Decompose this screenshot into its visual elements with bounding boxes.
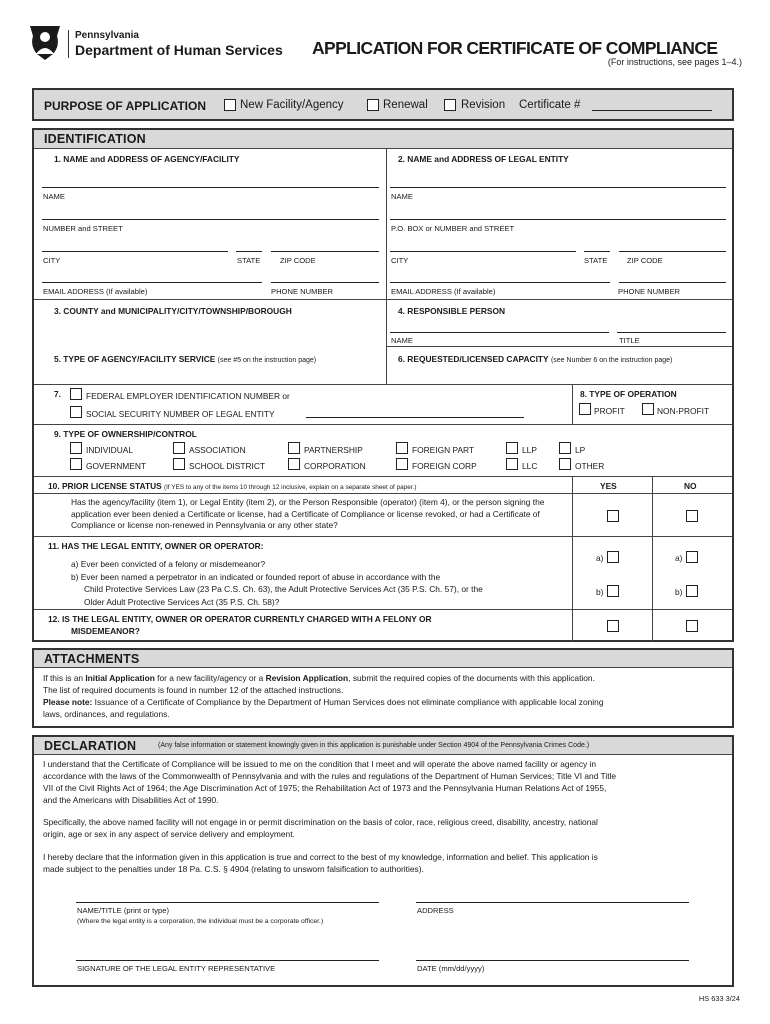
purpose-label: PURPOSE OF APPLICATION (44, 99, 207, 113)
yes-header: YES (600, 481, 617, 491)
q12-label: 12. IS THE LEGAL ENTITY, OWNER OR OPERATOR CURRENTLY CHARGED WITH A FELONY OR (48, 614, 432, 624)
pa-keystone-logo (26, 24, 64, 62)
q9-label: 9. TYPE OF OWNERSHIP/CONTROL (54, 429, 197, 439)
entity-zip-field[interactable] (619, 251, 726, 252)
non-profit-checkbox[interactable] (642, 403, 654, 415)
attachments-line-1: If this is an Initial Application for a new facility/agency or a Revision Application, submit the required copies of the documents with this application. (43, 673, 595, 683)
q11-label: 11. HAS THE LEGAL ENTITY, OWNER OR OPERATOR: (48, 541, 264, 551)
llc-checkbox[interactable] (506, 458, 518, 470)
declaration-p1-c: VII of the Civil Rights Act of 1964; the Age Discrimination Act of 1975; the Rehabilitation Act of 1973 and the Pennsylvania Human Relations Act of 1955, (43, 783, 607, 793)
q2-label: 2. NAME and ADDRESS OF LEGAL ENTITY (398, 154, 569, 164)
q11a-text: a) Ever been convicted of a felony or misdemeanor? (71, 559, 266, 569)
other-label: OTHER (575, 461, 605, 471)
individual-checkbox[interactable] (70, 442, 82, 454)
declaration-note: (Any false information or statement knowingly given in this application is punishable under Section 4904 of the Pennsylvania Crimes Code.) (158, 742, 590, 749)
declaration-p2-a: Specifically, the above named facility will not engage in or permit discrimination on the basis of color, race, religious creed, disability, ancestry, national (43, 817, 598, 827)
header-department: Department of Human Services (75, 42, 283, 58)
page-title: APPLICATION FOR CERTIFICATE OF COMPLIANCE (312, 38, 718, 58)
entity-email-label: EMAIL ADDRESS (If available) (391, 287, 496, 296)
revision-label: Revision (461, 99, 506, 111)
name-title-label: NAME/TITLE (print or type) (77, 906, 169, 915)
attachments-title: ATTACHMENTS (44, 652, 140, 666)
q11b-text: b) Ever been named a perpetrator in an indicated or founded report of abuse in accordance with the (71, 572, 441, 582)
entity-zip-label: ZIP CODE (627, 256, 663, 265)
school-district-label: SCHOOL DISTRICT (189, 461, 266, 471)
new-facility-checkbox[interactable] (224, 99, 236, 111)
q6-row (398, 354, 672, 364)
lp-label: LP (575, 445, 586, 455)
agency-street-field[interactable] (42, 219, 379, 220)
entity-pobox-field[interactable] (390, 219, 726, 220)
header-state: Pennsylvania (75, 30, 139, 41)
q10-yes-checkbox[interactable] (607, 510, 619, 522)
q12-label-2: MISDEMEANOR? (71, 626, 140, 636)
q1-label: 1. NAME and ADDRESS OF AGENCY/FACILITY (54, 154, 240, 164)
q11a-yes-label: a) (596, 553, 604, 563)
q11b-yes-checkbox[interactable] (607, 585, 619, 597)
q3-label: 3. COUNTY and MUNICIPALITY/CITY/TOWNSHIP/BOROUGH (54, 306, 292, 316)
q11a-no-checkbox[interactable] (686, 551, 698, 563)
declaration-title: DECLARATION (44, 739, 137, 753)
non-profit-label: NON-PROFIT (657, 406, 710, 416)
agency-city-label: CITY (43, 256, 61, 265)
q10-label: 10. PRIOR LICENSE STATUS (48, 481, 162, 491)
entity-state-field[interactable] (584, 251, 610, 252)
q4-label: 4. RESPONSIBLE PERSON (398, 306, 506, 316)
responsible-title-field[interactable] (617, 332, 726, 333)
individual-label: INDIVIDUAL (86, 445, 134, 455)
q11b-text-2: Child Protective Services Law (23 Pa C.S. Ch. 63), the Adult Protective Services Act (35 P.S. Ch. 57), or the (84, 584, 483, 594)
renewal-checkbox[interactable] (367, 99, 379, 111)
q5-note: (see #5 on the instruction page) (217, 357, 317, 364)
agency-email-label: EMAIL ADDRESS (If available) (43, 287, 148, 296)
page-subtitle: (For instructions, see pages 1–4.) (607, 57, 742, 67)
llc-label: LLC (522, 461, 538, 471)
q5-row (54, 354, 316, 364)
q8-label: 8. TYPE OF OPERATION (580, 389, 677, 399)
attachments-note-2: laws, ordinances, and regulations. (43, 709, 170, 719)
declaration-p3-b: made subject to the penalties under 18 Pa. C.S. § 4904 (relating to unsworn falsification to authorities). (43, 864, 424, 874)
entity-city-field[interactable] (390, 251, 576, 252)
school-district-checkbox[interactable] (173, 458, 185, 470)
declaration-p3-a: I hereby declare that the information given in this application is true and correct to the best of my knowledge, information and belief. This application is (43, 852, 598, 862)
no-header: NO (684, 481, 697, 491)
declaration-p1-d: and the Americans with Disabilities Act of 1990. (43, 795, 219, 805)
fein-ssn-field[interactable] (306, 417, 524, 418)
new-facility-label: New Facility/Agency (240, 99, 344, 111)
fein-label: FEDERAL EMPLOYER IDENTIFICATION NUMBER or (86, 391, 290, 401)
foreign-corp-checkbox[interactable] (396, 458, 408, 470)
q11a-yes-checkbox[interactable] (607, 551, 619, 563)
q11b-text-3: Older Adult Protective Services Act (35 P.S. Ch. 58)? (84, 597, 280, 607)
entity-state-label: STATE (584, 256, 608, 265)
declaration-p1-a: I understand that the Certificate of Compliance will be issued to me on the condition that I meet and will operate the above named facility or agency in (43, 759, 597, 769)
q11b-yes-label: b) (596, 587, 604, 597)
agency-phone-label: PHONE NUMBER (271, 287, 334, 296)
government-label: GOVERNMENT (86, 461, 147, 471)
q10-text: Has the agency/facility (item 1), or Legal Entity (item 2), or the Person Responsible (operator) (item 4), or the person signing the application ever been denied a Certificate or license, had a Certificate of Compliance or license revoked, or had a Certificate of Compliance or license non-renewed in Pennsylvania or any other state? (71, 497, 545, 531)
entity-name-field[interactable] (390, 187, 726, 188)
profit-checkbox[interactable] (579, 403, 591, 415)
other-checkbox[interactable] (559, 458, 571, 470)
entity-city-label: CITY (391, 256, 409, 265)
renewal-label: Renewal (383, 99, 428, 111)
partnership-label: PARTNERSHIP (304, 445, 363, 455)
entity-pobox-label: P.O. BOX or NUMBER and STREET (391, 224, 515, 233)
fein-checkbox[interactable] (70, 388, 82, 400)
q10-note: (If YES to any of the items 10 through 12 inclusive, explain on a separate sheet of paper.) (164, 484, 417, 491)
entity-phone-field[interactable] (619, 282, 726, 283)
q10-no-checkbox[interactable] (686, 510, 698, 522)
declaration-p1-b: accordance with the laws of the Commonwealth of Pennsylvania and with the rules and regulations of the Department of Human Services; Title VI and Title (43, 771, 617, 781)
agency-zip-label: ZIP CODE (280, 256, 316, 265)
ssn-label: SOCIAL SECURITY NUMBER OF LEGAL ENTITY (86, 409, 275, 419)
profit-label: PROFIT (594, 406, 625, 416)
logo-divider (68, 30, 69, 58)
attachments-note: Please note: Issuance of a Certificate of Compliance by the Department of Human Services does not eliminate compliance with applicable local zoning (43, 697, 604, 707)
name-title-field[interactable] (76, 902, 379, 903)
lp-checkbox[interactable] (559, 442, 571, 454)
responsible-name-label: NAME (391, 336, 413, 345)
q11a-no-label: a) (675, 553, 683, 563)
partnership-checkbox[interactable] (288, 442, 300, 454)
agency-zip-field[interactable] (271, 251, 379, 252)
q12-no-checkbox[interactable] (686, 620, 698, 632)
name-title-note: (Where the legal entity is a corporation, the individual must be a corporate officer.) (77, 918, 324, 925)
q7-number: 7. (54, 389, 61, 399)
foreign-part-label: FOREIGN PART (412, 445, 475, 455)
llp-checkbox[interactable] (506, 442, 518, 454)
date-label: DATE (mm/dd/yyyy) (417, 964, 485, 973)
attachments-line-2: The list of required documents is found in number 12 of the attached instructions. (43, 685, 344, 695)
association-checkbox[interactable] (173, 442, 185, 454)
agency-state-label: STATE (237, 256, 261, 265)
agency-phone-field[interactable] (271, 282, 379, 283)
date-field[interactable] (416, 960, 689, 961)
foreign-part-checkbox[interactable] (396, 442, 408, 454)
declaration-address-field[interactable] (416, 902, 689, 903)
agency-state-field[interactable] (236, 251, 262, 252)
entity-name-label: NAME (391, 192, 413, 201)
q12-yes-checkbox[interactable] (607, 620, 619, 632)
responsible-title-label: TITLE (619, 336, 640, 345)
llp-label: LLP (522, 445, 537, 455)
foreign-corp-label: FOREIGN CORP (412, 461, 477, 471)
agency-name-field[interactable] (42, 187, 379, 188)
form-id: HS 633 3/24 (698, 994, 740, 1003)
corporation-checkbox[interactable] (288, 458, 300, 470)
q6-note: (see Number 6 on the instruction page) (550, 357, 673, 364)
agency-city-field[interactable] (42, 251, 228, 252)
q11b-no-checkbox[interactable] (686, 585, 698, 597)
declaration-p2-b: origin, age or sex in any aspect of service delivery and employment. (43, 829, 295, 839)
association-label: ASSOCIATION (189, 445, 246, 455)
q10-row (48, 481, 417, 491)
q11b-no-label: b) (675, 587, 683, 597)
signature-field[interactable] (76, 960, 379, 961)
corporation-label: CORPORATION (304, 461, 366, 471)
agency-name-label: NAME (43, 192, 65, 201)
revision-checkbox[interactable] (444, 99, 456, 111)
entity-phone-label: PHONE NUMBER (618, 287, 681, 296)
declaration-address-label: ADDRESS (417, 906, 454, 915)
ssn-checkbox[interactable] (70, 406, 82, 418)
agency-street-label: NUMBER and STREET (43, 224, 123, 233)
certificate-number-field[interactable] (592, 110, 712, 111)
agency-email-field[interactable] (42, 282, 262, 283)
q5-label: 5. TYPE OF AGENCY/FACILITY SERVICE (54, 354, 216, 364)
entity-email-field[interactable] (390, 282, 610, 283)
certificate-number-label: Certificate # (519, 99, 581, 111)
responsible-name-field[interactable] (390, 332, 609, 333)
q6-label: 6. REQUESTED/LICENSED CAPACITY (398, 354, 549, 364)
government-checkbox[interactable] (70, 458, 82, 470)
signature-label: SIGNATURE OF THE LEGAL ENTITY REPRESENTATIVE (77, 964, 276, 973)
identification-title: IDENTIFICATION (44, 132, 146, 146)
